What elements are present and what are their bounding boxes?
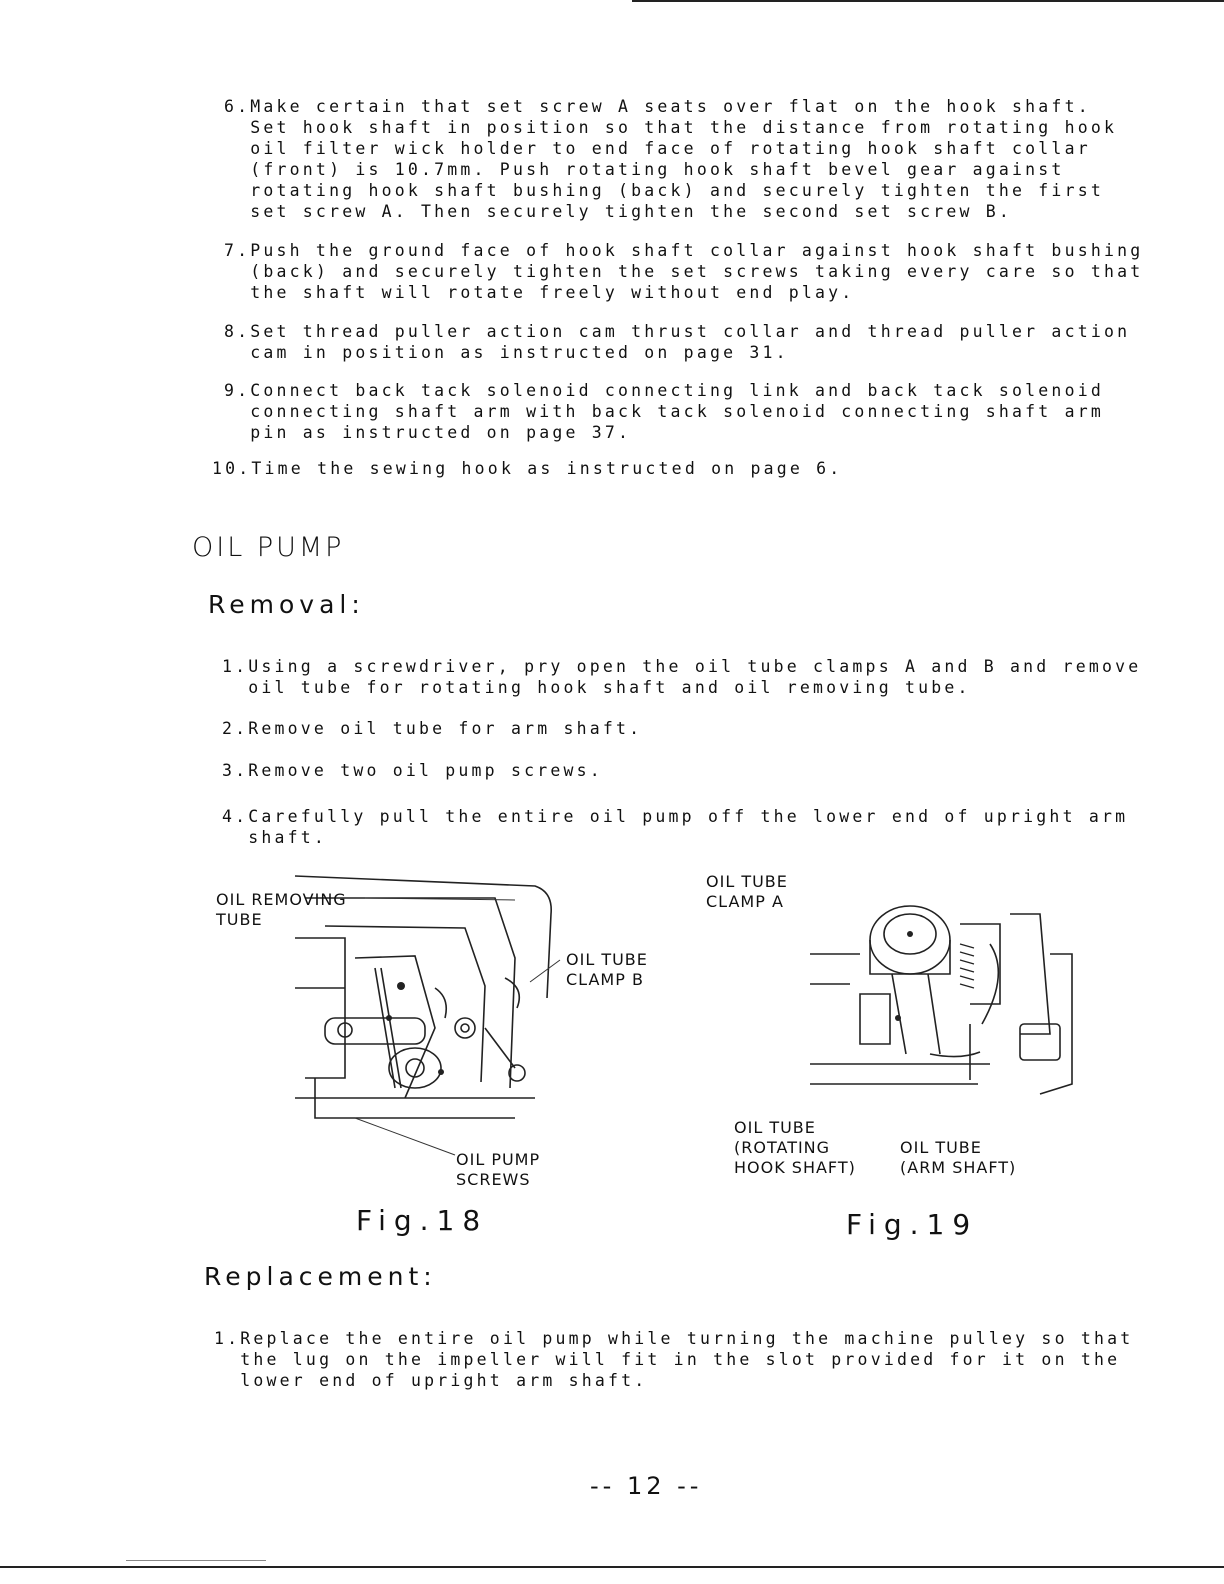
step-10: 10.Time the sewing hook as instructed on page 6. xyxy=(212,459,843,478)
fig18-caption: Fig.18 xyxy=(356,1204,489,1237)
page-number: -- 12 -- xyxy=(590,1472,703,1500)
fig18-label-oil-removing-tube: OIL REMOVING TUBE xyxy=(216,890,347,929)
top-rule xyxy=(632,0,1224,2)
removal-step-4: 4.Carefully pull the entire oil pump off the lower end of upright arm shaft. xyxy=(222,807,1129,847)
fig19-label-oil-tube-arm-shaft: OIL TUBE (ARM SHAFT) xyxy=(900,1138,1017,1177)
removal-step-3: 3.Remove two oil pump screws. xyxy=(222,761,603,780)
fig19-caption: Fig.19 xyxy=(846,1208,979,1241)
fig19-label-oil-tube-clamp-a: OIL TUBE CLAMP A xyxy=(706,872,788,911)
fig18-label-oil-pump-screws: OIL PUMP SCREWS xyxy=(456,1150,541,1189)
step-7: 7.Push the ground face of hook shaft collar against hook shaft bushing (back) and securely tighten the set screws taking every care so that the shaft will rotate freely without end play. xyxy=(224,241,1144,302)
replacement-step-1: 1.Replace the entire oil pump while turning the machine pulley so that the lug on the impeller will fit in the slot provided for it on the lower end of upright arm shaft. xyxy=(214,1329,1134,1390)
bottom-rule-short xyxy=(126,1560,266,1561)
removal-step-1: 1.Using a screwdriver, pry open the oil tube clamps A and B and remove oil tube for rotating hook shaft and oil removing tube. xyxy=(222,657,1142,697)
fig18-label-oil-tube-clamp-b: OIL TUBE CLAMP B xyxy=(566,950,648,989)
removal-heading: Removal: xyxy=(208,590,365,619)
replacement-heading: Replacement: xyxy=(204,1262,437,1291)
step-8: 8.Set thread puller action cam thrust collar and thread puller action cam in position as instructed on page 31. xyxy=(224,322,1131,362)
step-6: 6.Make certain that set screw A seats over flat on the hook shaft. Set hook shaft in position so that the distance from rotating hook oil filter wick holder to end face of rotating hook shaft collar (front) is 10.7mm. Push rotating hook shaft bevel gear against rotating hook shaft bushing (back) and securely tighten the first set screw A. Then securely tighten the second set screw B. xyxy=(224,97,1118,221)
section-title: OIL PUMP xyxy=(192,532,345,563)
oil-pump-fig19-illustration xyxy=(810,884,1078,1116)
bottom-rule xyxy=(0,1566,1224,1568)
removal-step-2: 2.Remove oil tube for arm shaft. xyxy=(222,719,643,738)
step-9: 9.Connect back tack solenoid connecting link and back tack solenoid connecting shaft arm with back tack solenoid connecting shaft arm pin as instructed on page 37. xyxy=(224,381,1104,442)
fig19-label-oil-tube-rotating-hook-shaft: OIL TUBE (ROTATING HOOK SHAFT) xyxy=(734,1118,856,1177)
